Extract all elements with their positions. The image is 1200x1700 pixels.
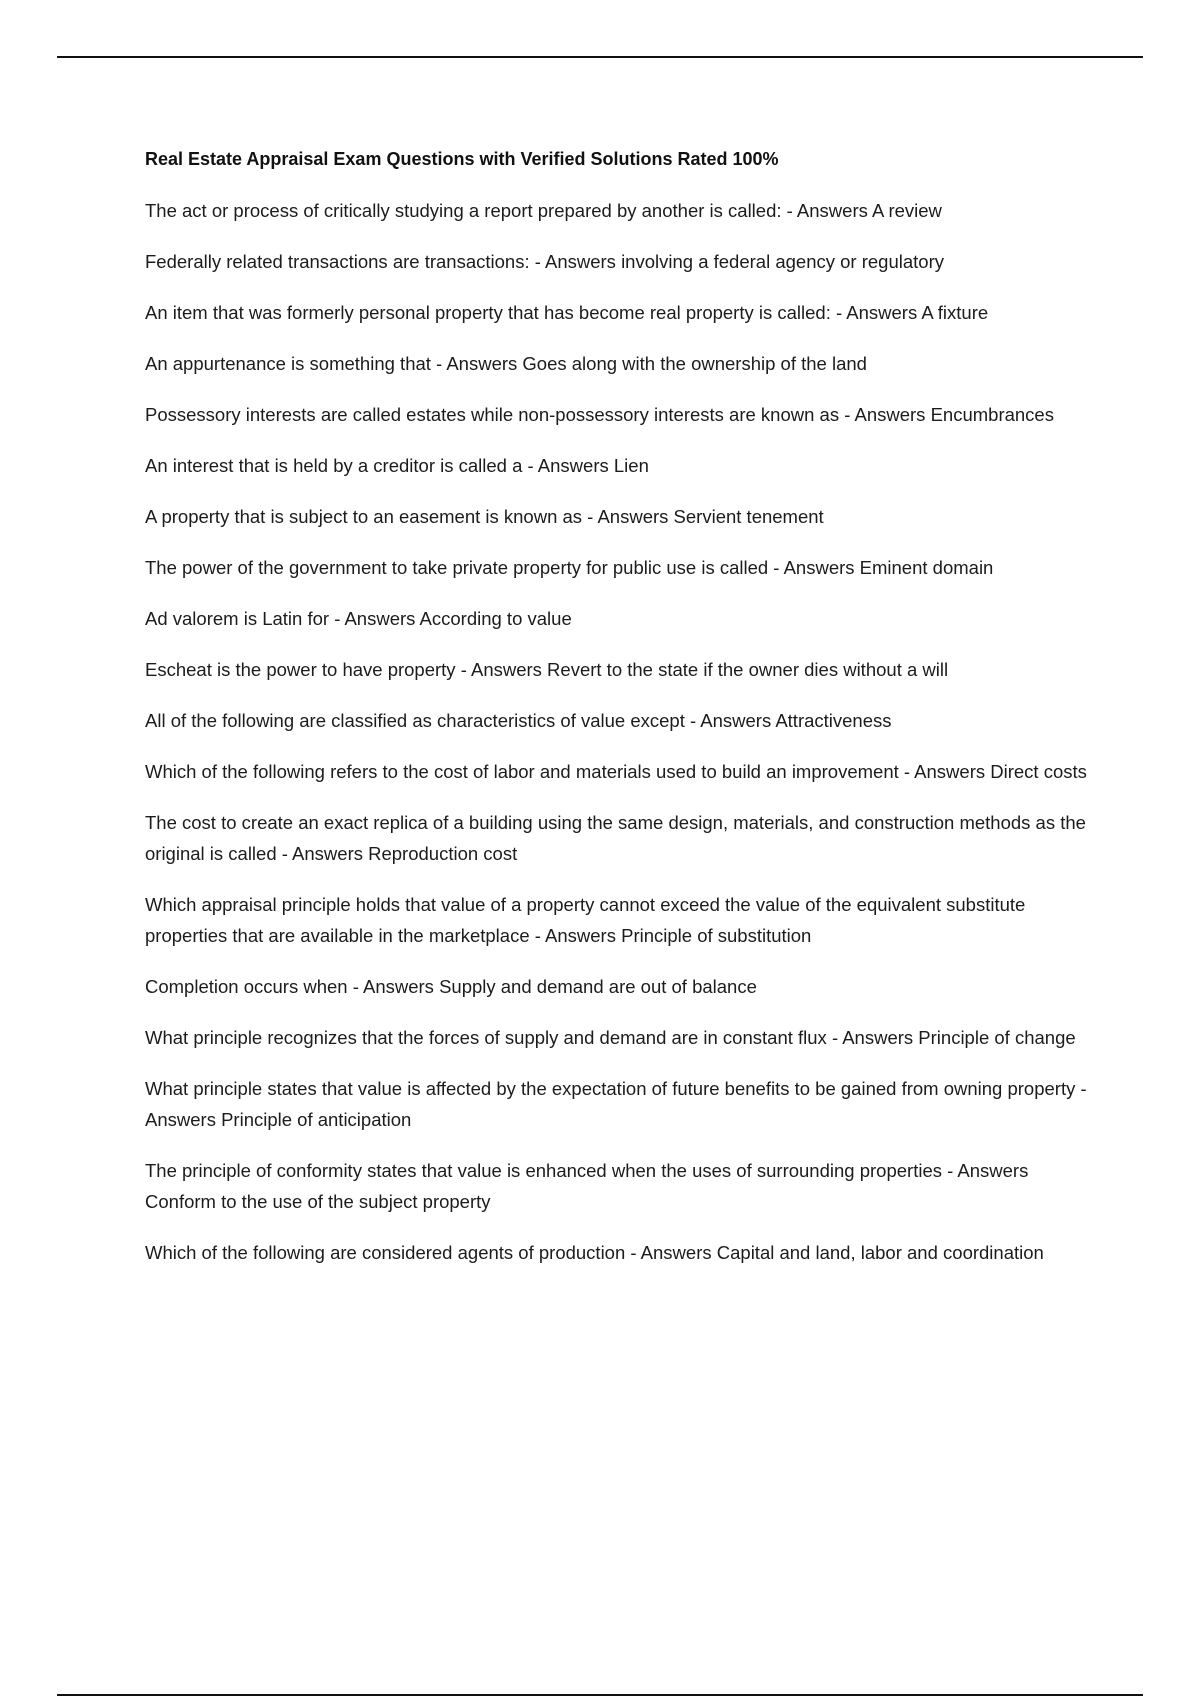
qa-item: An item that was formerly personal property that has become real property is called: - Answers A fixture <box>145 302 989 323</box>
qa-item: Completion occurs when - Answers Supply and demand are out of balance <box>145 976 757 997</box>
qa-item: The cost to create an exact replica of a building using the same design, materials, and construction methods as the original is called - Answers Reproduction cost <box>145 812 1086 864</box>
qa-item: A property that is subject to an easement is known as - Answers Servient tenement <box>145 506 824 527</box>
qa-item: Possessory interests are called estates while non-possessory interests are known as - Answers Encumbrances <box>145 404 1054 425</box>
footer-rule <box>57 1694 1143 1696</box>
qa-item: What principle states that value is affected by the expectation of future benefits to be gained from owning property - Answers Principle of anticipation <box>145 1078 1087 1130</box>
qa-item: The act or process of critically studying a report prepared by another is called: - Answers A review <box>145 200 942 221</box>
document-title: Real Estate Appraisal Exam Questions with Verified Solutions Rated 100% <box>145 149 779 169</box>
qa-item: An interest that is held by a creditor is called a - Answers Lien <box>145 455 649 476</box>
header-rule <box>57 56 1143 58</box>
qa-item: Ad valorem is Latin for - Answers According to value <box>145 608 572 629</box>
qa-item: Escheat is the power to have property - Answers Revert to the state if the owner dies without a will <box>145 659 949 680</box>
qa-item: All of the following are classified as characteristics of value except - Answers Attractiveness <box>145 710 892 731</box>
qa-item: Which of the following are considered agents of production - Answers Capital and land, labor and coordination <box>145 1242 1044 1263</box>
qa-item: The principle of conformity states that value is enhanced when the uses of surrounding properties - Answers Conform to the use of the subject property <box>145 1160 1029 1212</box>
qa-item: Federally related transactions are transactions: - Answers involving a federal agency or regulatory <box>145 251 944 272</box>
qa-item: An appurtenance is something that - Answers Goes along with the ownership of the land <box>145 353 867 374</box>
qa-item: What principle recognizes that the forces of supply and demand are in constant flux - Answers Principle of change <box>145 1027 1076 1048</box>
qa-item: Which of the following refers to the cost of labor and materials used to build an improvement - Answers Direct costs <box>145 761 1087 782</box>
qa-item: The power of the government to take private property for public use is called - Answers Eminent domain <box>145 557 994 578</box>
document-body <box>145 146 1090 1288</box>
qa-item: Which appraisal principle holds that value of a property cannot exceed the value of the equivalent substitute properties that are available in the marketplace - Answers Principle of substitution <box>145 894 1026 946</box>
